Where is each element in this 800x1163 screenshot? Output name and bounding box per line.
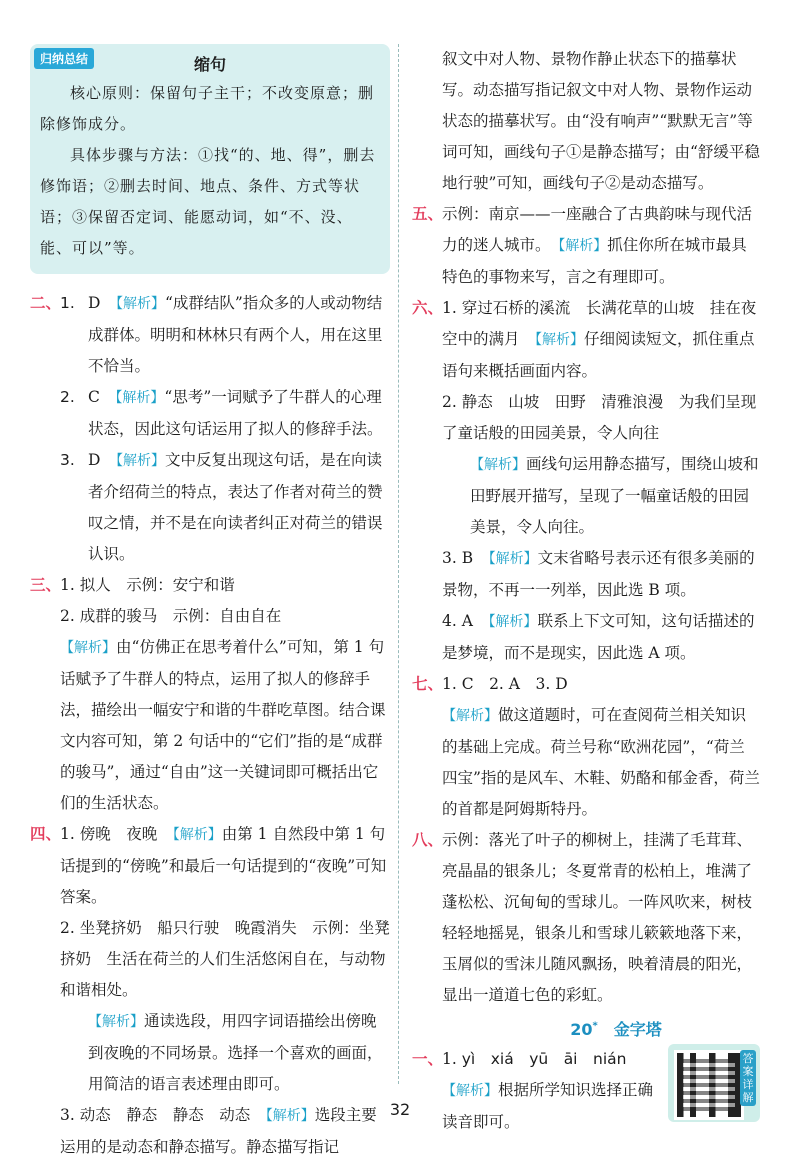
section-number: 八、 xyxy=(412,831,444,849)
answer-item: 1. 穿过石桥的溪流 长满花草的山坡 挂在夜空中的满月 【解析】仔细阅读短文，抓住重点语句来概括画面内容。 xyxy=(442,299,757,380)
answer: C xyxy=(88,388,100,406)
analysis-text: 选段主要运用的是动态和静态描写。静态描写指记 xyxy=(60,1106,377,1156)
summary-principle: 核心原则：保留句子主干；不改变原意；删除修饰成分。 xyxy=(40,84,375,133)
continuation xyxy=(412,44,760,199)
analysis-tag: 【解析】 xyxy=(442,1083,498,1099)
summary-box xyxy=(30,44,390,274)
analysis-text: 通读选段，用四字词语描绘出傍晚到夜晚的不同场景。选择一个喜欢的画面，用简洁的语言表述理由即可。 xyxy=(88,1012,383,1093)
section-number: 一、 xyxy=(412,1050,444,1068)
answer-item: 1. D 【解析】“成群结队”指众多的人或动物结成群体。明明和林林只有两个人，用在这里不恰当。 xyxy=(60,294,383,375)
analysis-tag: 【解析】 xyxy=(115,296,165,312)
section-7 xyxy=(412,669,760,825)
analysis-text: 根据所学知识选择正确读音即可。 xyxy=(442,1081,654,1131)
answer-text: 示例：落光了叶子的柳树上，挂满了毛茸茸、亮晶晶的银条儿；冬夏常青的松柏上，堆满了蓬松松、沉甸甸的雪球儿。一阵风吹来，树枝轻轻地摇晃，银条儿和雪球儿簌簌地落下来，玉屑似的雪沫儿随风飘扬，映着清晨的阳光，显出一道道七色的彩虹。 xyxy=(442,831,753,1004)
section-number: 七、 xyxy=(412,675,444,693)
section-number: 二、 xyxy=(30,294,62,312)
page-number: 32 xyxy=(389,1100,411,1119)
analysis-tag: 【解析】 xyxy=(115,390,165,406)
analysis-text: 由第 1 自然段中第 1 句话提到的“傍晚”和最后一句话提到的“夜晚”可知答案。 xyxy=(60,825,387,906)
section-2 xyxy=(30,288,390,570)
analysis-tag: 【解析】 xyxy=(558,238,608,254)
answer: D xyxy=(88,294,101,312)
analysis-tag: 【解析】 xyxy=(265,1108,315,1124)
summary-title: 缩句 xyxy=(193,55,226,74)
answer-item: 2. 坐凳挤奶 船只行驶 晚霞消失 示例：坐凳挤奶 生活在荷兰的人们生活悠闲自在，与动物和谐相处。 xyxy=(60,919,390,999)
analysis-block xyxy=(60,1006,390,1100)
analysis-text: 叙文中对人物、景物作静止状态下的描摹状写。动态描写指记叙文中对人物、景物作运动状态的描摹状写。由“没有响声”“默默无言”等词可知，画线句子①是静态描写；由“舒缓平稳地行驶”可知，画线句子②是动态描写。 xyxy=(442,50,760,192)
answer-item: 1. 拟人 示例：安宁和谐 xyxy=(60,576,235,594)
analysis-text: 做这道题时，可在查阅荷兰相关知识的基础上完成。荷兰号称“欧洲花园”，“荷兰四宝”指的是风车、木鞋、奶酪和郁金香，荷兰的首都是阿姆斯特丹。 xyxy=(442,706,760,818)
lesson-answers xyxy=(412,1044,760,1138)
answer-item: 3. 动态 静态 静态 动态 【解析】选段主要运用的是动态和静态描写。静态描写指记 xyxy=(60,1106,377,1156)
summary-steps: 具体步骤与方法：①找“的、地、得”，删去修饰语；②删去时间、地点、条件、方式等状语；③保留否定词、能愿动词，如“不、没、能、可以”等。 xyxy=(40,146,376,257)
analysis-text: 文末省略号表示还有很多美丽的景物，不再一一列举，因此选 B 项。 xyxy=(442,549,755,599)
lesson-title xyxy=(472,1017,760,1040)
section-6 xyxy=(412,293,760,669)
section-number: 五、 xyxy=(412,205,444,223)
answer-item: 2. C 【解析】“思考”一词赋予了牛群人的心理状态，因此这句话运用了拟人的修辞手法。 xyxy=(60,388,383,438)
analysis-tag: 【解析】 xyxy=(115,453,165,469)
analysis-block xyxy=(442,449,760,543)
answer-item: 3. B 【解析】文末省略号表示还有很多美丽的景物，不再一一列举，因此选 B 项。 xyxy=(442,549,755,599)
analysis-tag: 【解析】 xyxy=(172,827,222,843)
analysis-text: 抓住你所在城市最具特色的事物来写，言之有理即可。 xyxy=(442,236,747,286)
analysis-text: 仔细阅读短文，抓住重点语句来概括画面内容。 xyxy=(442,330,755,380)
analysis-text: “成群结队”指众多的人或动物结成群体。明明和林林只有两个人，用在这里不恰当。 xyxy=(88,294,383,375)
section-3 xyxy=(30,570,390,819)
right-column xyxy=(412,44,760,1138)
analysis-text: “思考”一词赋予了牛群人的心理状态，因此这句话运用了拟人的修辞手法。 xyxy=(88,388,383,438)
lesson-mark: * xyxy=(592,1020,598,1032)
lesson-number: 20 xyxy=(570,1020,593,1039)
answer-item: 4. A 【解析】联系上下文可知，这句话描述的是梦境，而不是现实，因此选 A 项。 xyxy=(442,612,755,662)
answer-item: 2. 成群的骏马 示例：自由自在 xyxy=(60,607,282,625)
left-column xyxy=(30,44,390,1163)
analysis-tag: 【解析】 xyxy=(535,332,585,348)
analysis-tag: 【解析】 xyxy=(470,457,526,473)
analysis-tag: 【解析】 xyxy=(488,614,538,630)
answer-item: 1. C 2. A 3. D xyxy=(442,675,568,693)
analysis-tag: 【解析】 xyxy=(88,1014,144,1030)
analysis-tag: 【解析】 xyxy=(488,551,538,567)
analysis-block xyxy=(442,700,760,825)
column-divider xyxy=(398,44,399,1084)
analysis-text: 画线句运用静态描写，围绕山坡和田野展开描写，呈现了一幅童话般的田园美景，令人向往。 xyxy=(470,455,759,536)
answer-item: 3. D 【解析】文中反复出现这句话，是在向读者介绍荷兰的特点，表达了作者对荷兰的赞叹之情，并不是在向读者纠正对荷兰的错误认识。 xyxy=(60,451,383,563)
lesson-name: 金字塔 xyxy=(613,1020,662,1039)
analysis-text: 联系上下文可知，这句话描述的是梦境，而不是现实，因此选 A 项。 xyxy=(442,612,755,662)
answer: D xyxy=(88,451,101,469)
analysis-tag: 【解析】 xyxy=(60,640,116,656)
section-number: 三、 xyxy=(30,576,62,594)
pinyin-answer: yì xiá yū āi nián xyxy=(461,1050,627,1068)
qr-label: 答案详解 xyxy=(740,1050,756,1106)
section-number: 四、 xyxy=(30,825,62,843)
analysis-block xyxy=(60,632,390,819)
answer-item: 1. 傍晚 夜晚 【解析】由第 1 自然段中第 1 句话提到的“傍晚”和最后一句话提到的“夜晚”可知答案。 xyxy=(60,825,387,906)
analysis-text: 由“仿佛正在思考着什么”可知，第 1 句话赋予了牛群人的特点，运用了拟人的修辞手法，描绘出一幅安宁和谐的牛群吃草图。结合课文内容可知，第 2 句话中的“它们”指的是“成群的骏马”，通过“自由”这一关键词即可概括出它们的生活状态。 xyxy=(60,638,386,812)
answer-item: 1. yì xiá yū āi nián xyxy=(442,1050,627,1068)
section-number: 六、 xyxy=(412,299,444,317)
summary-tag: 归纳总结 xyxy=(34,48,94,69)
answer-item: 2. 静态 山坡 田野 清雅浪漫 为我们呈现了童话般的田园美景，令人向往 xyxy=(442,393,757,442)
analysis-tag: 【解析】 xyxy=(442,708,498,724)
section-5: 五、 示例：南京——一座融合了古典韵味与现代活力的迷人城市。 【解析】抓住你所在城市最具特色的事物来写，言之有理即可。 xyxy=(412,199,760,293)
analysis-text: 文中反复出现这句话，是在向读者介绍荷兰的特点，表达了作者对荷兰的赞叹之情，并不是在向读者纠正对荷兰的错误认识。 xyxy=(88,451,383,563)
section-8 xyxy=(412,825,760,1011)
